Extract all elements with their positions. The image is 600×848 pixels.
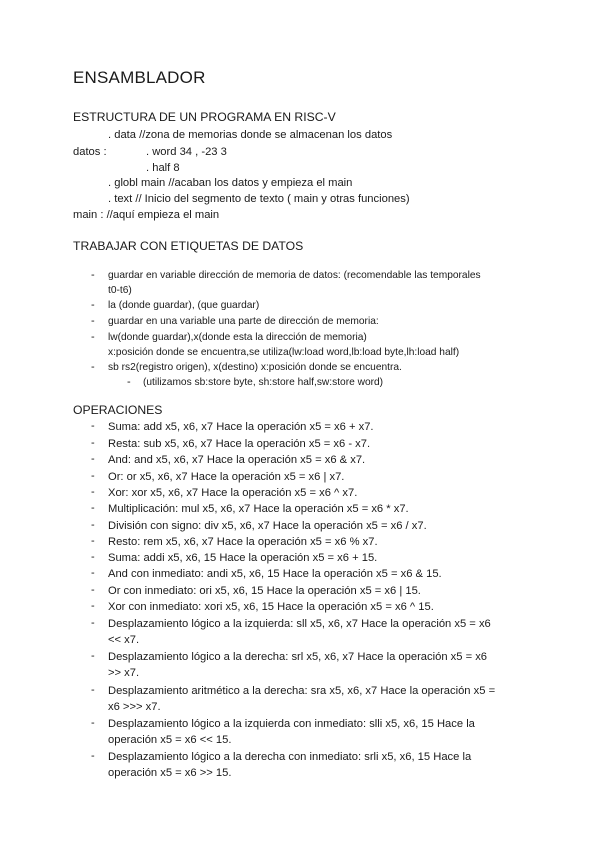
operation-item: And: and x5, x6, x7 Hace la operación x5 = x6 & x7.: [108, 454, 366, 466]
code-line-word: . word 34 , -23 3: [146, 146, 227, 158]
operation-item: División con signo: div x5, x6, x7 Hace la operación x5 = x6 / x7.: [108, 520, 427, 532]
code-line-half: . half 8: [146, 162, 180, 174]
bullet-dash: -: [91, 584, 95, 596]
operation-item-continuation: x6 >>> x7.: [108, 701, 161, 713]
bullet-dash: -: [127, 376, 131, 388]
bullet-dash: -: [91, 567, 95, 579]
list-item: lw(donde guardar),x(donde esta la dirección de memoria): [108, 332, 367, 343]
operation-item-continuation: >> x7.: [108, 667, 140, 679]
bullet-dash: -: [91, 684, 95, 696]
bullet-dash: -: [91, 535, 95, 547]
structure-heading: ESTRUCTURA DE UN PROGRAMA EN RISC-V: [73, 110, 336, 124]
code-line-main: main : //aquí empieza el main: [73, 209, 220, 221]
bullet-dash: -: [91, 617, 95, 629]
operation-item: Desplazamiento lógico a la derecha: srl x5, x6, x7 Hace la operación x5 = x6: [108, 651, 488, 663]
list-item: guardar en una variable una parte de dirección de memoria:: [108, 316, 379, 327]
list-item: sb rs2(registro origen), x(destino) x:posición donde se encuentra.: [108, 362, 402, 373]
operation-item-continuation: operación x5 = x6 >> 15.: [108, 767, 232, 779]
bullet-dash: -: [91, 600, 95, 612]
operation-item-continuation: operación x5 = x6 << 15.: [108, 734, 232, 746]
operations-heading: OPERACIONES: [73, 403, 163, 417]
list-item-continuation: x:posición donde se encuentra,se utiliza(lw:load word,lb:load byte,lh:load half): [108, 347, 460, 358]
bullet-dash: -: [91, 269, 95, 281]
operation-item: Resto: rem x5, x6, x7 Hace la operación x5 = x6 % x7.: [108, 536, 378, 548]
bullet-dash: -: [91, 299, 95, 311]
bullet-dash: -: [91, 453, 95, 465]
code-line-globl: . globl main //acaban los datos y empieza el main: [108, 177, 353, 189]
code-label-datos: datos :: [73, 146, 107, 158]
page-title: ENSAMBLADOR: [73, 68, 206, 87]
bullet-dash: -: [91, 502, 95, 514]
bullet-dash: -: [91, 551, 95, 563]
code-line-data: . data //zona de memorias donde se almacenan los datos: [108, 129, 393, 141]
operation-item: Resta: sub x5, x6, x7 Hace la operación x5 = x6 - x7.: [108, 438, 371, 450]
labels-heading: TRABAJAR CON ETIQUETAS DE DATOS: [73, 239, 304, 253]
operation-item-continuation: << x7.: [108, 634, 140, 646]
bullet-dash: -: [91, 361, 95, 373]
code-line-text: . text // Inicio del segmento de texto ( main y otras funciones): [108, 193, 410, 205]
bullet-dash: -: [91, 315, 95, 327]
operation-item: Desplazamiento lógico a la izquierda con inmediato: slli x5, x6, 15 Hace la: [108, 718, 475, 730]
operation-item: Desplazamiento lógico a la derecha con inmediato: srli x5, x6, 15 Hace la: [108, 751, 472, 763]
bullet-dash: -: [91, 717, 95, 729]
bullet-dash: -: [91, 331, 95, 343]
operation-item: Suma: add x5, x6, x7 Hace la operación x5 = x6 + x7.: [108, 421, 374, 433]
bullet-dash: -: [91, 650, 95, 662]
operation-item: Or: or x5, x6, x7 Hace la operación x5 = x6 | x7.: [108, 471, 345, 483]
list-item: la (donde guardar), (que guardar): [108, 300, 260, 311]
operation-item: Xor con inmediato: xori x5, x6, 15 Hace la operación x5 = x6 ^ 15.: [108, 601, 434, 613]
list-item-continuation: t0-t6): [108, 285, 132, 296]
bullet-dash: -: [91, 486, 95, 498]
bullet-dash: -: [91, 437, 95, 449]
operation-item: Desplazamiento aritmético a la derecha: sra x5, x6, x7 Hace la operación x5 =: [108, 685, 496, 697]
bullet-dash: -: [91, 470, 95, 482]
bullet-dash: -: [91, 420, 95, 432]
bullet-dash: -: [91, 750, 95, 762]
operation-item: Multiplicación: mul x5, x6, x7 Hace la operación x5 = x6 * x7.: [108, 503, 409, 515]
list-subitem: (utilizamos sb:store byte, sh:store half,sw:store word): [143, 377, 384, 388]
operation-item: Xor: xor x5, x6, x7 Hace la operación x5 = x6 ^ x7.: [108, 487, 358, 499]
operation-item: Desplazamiento lógico a la izquierda: sll x5, x6, x7 Hace la operación x5 = x6: [108, 618, 491, 630]
operation-item: Or con inmediato: ori x5, x6, 15 Hace la operación x5 = x6 | 15.: [108, 585, 421, 597]
operation-item: Suma: addi x5, x6, 15 Hace la operación x5 = x6 + 15.: [108, 552, 378, 564]
bullet-dash: -: [91, 519, 95, 531]
list-item: guardar en variable dirección de memoria de datos: (recomendable las temporales: [108, 270, 481, 281]
operation-item: And con inmediato: andi x5, x6, 15 Hace la operación x5 = x6 & 15.: [108, 568, 442, 580]
